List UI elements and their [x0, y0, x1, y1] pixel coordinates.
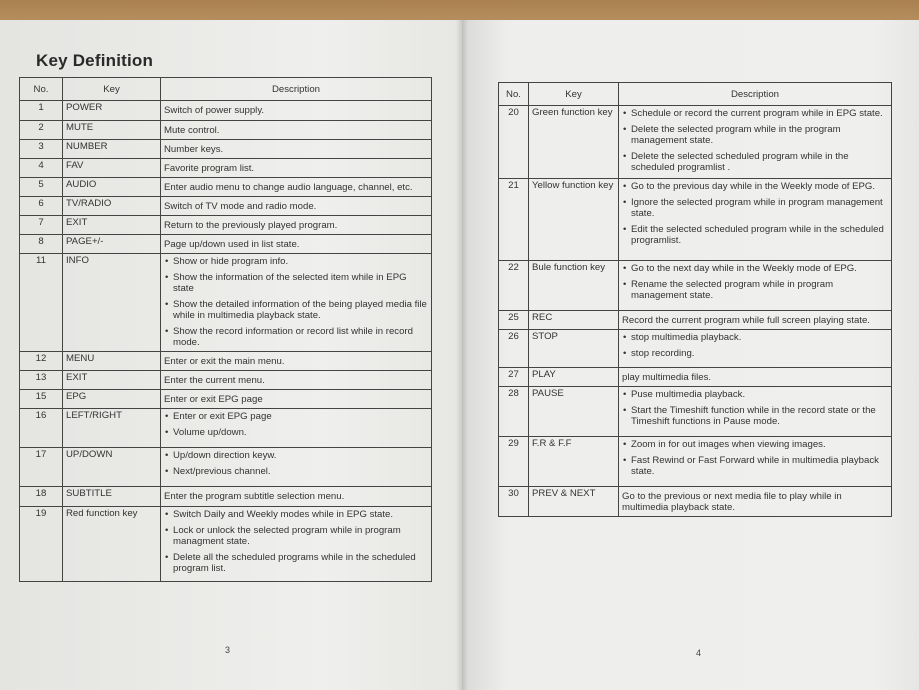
row-key: Yellow function key — [529, 179, 619, 261]
table-row — [499, 368, 892, 387]
description-bullet: • Rename the selected program while in program management state. — [622, 279, 888, 301]
header-description: Description — [161, 78, 432, 101]
row-description: Record the current program while full screen playing state. — [619, 311, 892, 330]
description-bullet: • Up/down direction keyw. — [164, 450, 428, 461]
description-bullet: • Edit the selected scheduled program while in the scheduled programlist. — [622, 224, 888, 246]
row-description — [161, 254, 432, 352]
row-description: Enter audio menu to change audio language, channel, etc. — [161, 178, 432, 197]
row-key: FAV — [63, 159, 161, 178]
row-number: 6 — [20, 197, 63, 216]
row-description — [161, 409, 432, 448]
table-row — [20, 409, 432, 448]
description-bullet: • Go to the previous day while in the Weekly mode of EPG. — [622, 181, 888, 192]
table-row — [20, 487, 432, 507]
description-bullet: • Ignore the selected program while in program management state. — [622, 197, 888, 219]
row-description — [161, 507, 432, 582]
row-key: SUBTITLE — [63, 487, 161, 507]
key-table-right — [498, 82, 892, 517]
description-bullet: • Enter or exit EPG page — [164, 411, 428, 422]
row-key: REC — [529, 311, 619, 330]
description-bullet: • Start the Timeshift function while in the record state or the Timeshift functions in Pause mode. — [622, 405, 888, 427]
key-table-left — [19, 77, 432, 582]
header-description: Description — [619, 83, 892, 106]
row-description — [161, 448, 432, 487]
row-key: PLAY — [529, 368, 619, 387]
description-bullet: • Show the record information or record list while in record mode. — [164, 326, 428, 348]
description-bullet: • Schedule or record the current program while in EPG state. — [622, 108, 888, 119]
row-number: 17 — [20, 448, 63, 487]
description-bullet: • Puse multimedia playback. — [622, 389, 888, 400]
row-key: TV/RADIO — [63, 197, 161, 216]
row-number: 27 — [499, 368, 529, 387]
row-description — [619, 330, 892, 368]
row-number: 2 — [20, 121, 63, 140]
row-description: Return to the previously played program. — [161, 216, 432, 235]
table-row — [499, 311, 892, 330]
row-key: UP/DOWN — [63, 448, 161, 487]
table-row — [20, 371, 432, 390]
row-description: play multimedia files. — [619, 368, 892, 387]
description-bullet: • Delete the selected program while in the program management state. — [622, 124, 888, 146]
row-key: MUTE — [63, 121, 161, 140]
row-number: 26 — [499, 330, 529, 368]
row-description: Switch of TV mode and radio mode. — [161, 197, 432, 216]
table-row — [20, 197, 432, 216]
description-bullet: • Fast Rewind or Fast Forward while in multimedia playback state. — [622, 455, 888, 477]
page-number-left: 3 — [225, 645, 231, 655]
row-description: Page up/down used in list state. — [161, 235, 432, 254]
row-number: 7 — [20, 216, 63, 235]
row-key: AUDIO — [63, 178, 161, 197]
row-key: STOP — [529, 330, 619, 368]
table-row — [499, 487, 892, 517]
description-bullet: • Show or hide program info. — [164, 256, 428, 267]
row-key: INFO — [63, 254, 161, 352]
row-key: F.R & F.F — [529, 437, 619, 487]
row-number: 1 — [20, 101, 63, 121]
page-title: Key Definition — [36, 51, 154, 70]
page-number-right: 4 — [696, 648, 702, 658]
row-number: 15 — [20, 390, 63, 409]
header-no: No. — [20, 78, 63, 101]
book-spine — [456, 20, 468, 690]
row-description — [619, 261, 892, 311]
description-bullet: • stop recording. — [622, 348, 888, 359]
row-description — [619, 387, 892, 437]
row-key: PREV & NEXT — [529, 487, 619, 517]
row-number: 3 — [20, 140, 63, 159]
table-row — [20, 235, 432, 254]
row-key: EXIT — [63, 371, 161, 390]
table-row — [499, 330, 892, 368]
table-row — [499, 261, 892, 311]
row-number: 11 — [20, 254, 63, 352]
row-number: 12 — [20, 352, 63, 371]
row-key: MENU — [63, 352, 161, 371]
row-description: Switch of power supply. — [161, 101, 432, 121]
row-number: 5 — [20, 178, 63, 197]
table-row — [499, 106, 892, 179]
row-description: Number keys. — [161, 140, 432, 159]
row-number: 18 — [20, 487, 63, 507]
header-key: Key — [529, 83, 619, 106]
description-bullet: • stop multimedia playback. — [622, 332, 888, 343]
table-row — [499, 387, 892, 437]
row-key: EXIT — [63, 216, 161, 235]
table-header-row — [20, 78, 432, 101]
row-number: 29 — [499, 437, 529, 487]
row-key: EPG — [63, 390, 161, 409]
row-number: 28 — [499, 387, 529, 437]
row-key: Green function key — [529, 106, 619, 179]
row-description: Enter the program subtitle selection menu. — [161, 487, 432, 507]
description-bullet: • Next/previous channel. — [164, 466, 428, 477]
table-row — [20, 254, 432, 352]
table-header-row — [499, 83, 892, 106]
row-number: 13 — [20, 371, 63, 390]
row-description: Mute control. — [161, 121, 432, 140]
description-bullet: • Switch Daily and Weekly modes while in EPG state. — [164, 509, 428, 520]
row-key: Bule function key — [529, 261, 619, 311]
description-bullet: • Go to the next day while in the Weekly mode of EPG. — [622, 263, 888, 274]
table-row — [499, 179, 892, 261]
description-bullet: • Delete all the scheduled programs while in the scheduled program list. — [164, 552, 428, 574]
row-description: Enter the current menu. — [161, 371, 432, 390]
table-row — [20, 159, 432, 178]
row-number: 25 — [499, 311, 529, 330]
table-row — [20, 101, 432, 121]
description-bullet: • Delete the selected scheduled program while in the scheduled programlist . — [622, 151, 888, 173]
row-description — [619, 179, 892, 261]
row-number: 19 — [20, 507, 63, 582]
table-row — [499, 437, 892, 487]
row-number: 4 — [20, 159, 63, 178]
row-number: 8 — [20, 235, 63, 254]
row-key: Red function key — [63, 507, 161, 582]
row-key: LEFT/RIGHT — [63, 409, 161, 448]
header-no: No. — [499, 83, 529, 106]
row-number: 16 — [20, 409, 63, 448]
description-bullet: • Lock or unlock the selected program while in program managment state. — [164, 525, 428, 547]
row-key: POWER — [63, 101, 161, 121]
row-number: 21 — [499, 179, 529, 261]
row-key: PAGE+/- — [63, 235, 161, 254]
table-row — [20, 121, 432, 140]
row-description — [619, 437, 892, 487]
table-row — [20, 140, 432, 159]
row-description: Enter or exit the main menu. — [161, 352, 432, 371]
table-row — [20, 178, 432, 197]
table-row — [20, 390, 432, 409]
row-key: PAUSE — [529, 387, 619, 437]
description-bullet: • Zoom in for out images when viewing images. — [622, 439, 888, 450]
row-key: NUMBER — [63, 140, 161, 159]
row-number: 22 — [499, 261, 529, 311]
description-bullet: • Show the information of the selected item while in EPG state — [164, 272, 428, 294]
description-bullet: • Show the detailed information of the being played media file while in multimedia playback state. — [164, 299, 428, 321]
row-number: 30 — [499, 487, 529, 517]
row-description — [619, 106, 892, 179]
table-row — [20, 448, 432, 487]
row-description: Favorite program list. — [161, 159, 432, 178]
table-row — [20, 352, 432, 371]
row-description: Go to the previous or next media file to play while in multimedia playback state. — [619, 487, 892, 517]
header-key: Key — [63, 78, 161, 101]
row-description: Enter or exit EPG page — [161, 390, 432, 409]
table-row — [20, 507, 432, 582]
description-bullet: • Volume up/down. — [164, 427, 428, 438]
row-number: 20 — [499, 106, 529, 179]
table-row — [20, 216, 432, 235]
